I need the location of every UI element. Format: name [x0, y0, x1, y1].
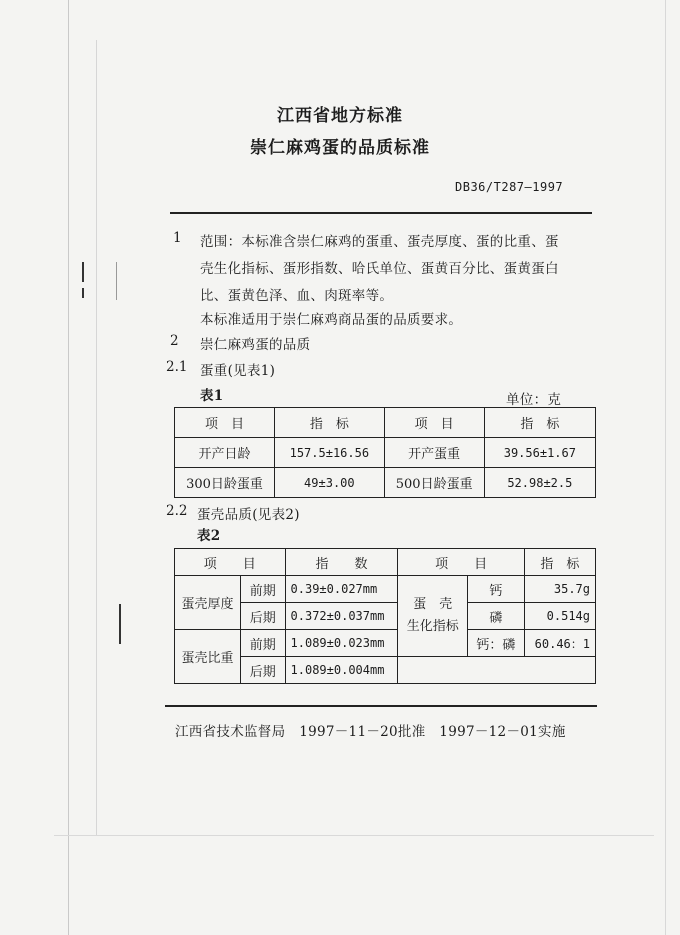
table-cell: 后期	[240, 603, 285, 630]
table-cell: 开产蛋重	[384, 438, 484, 468]
table-cell: 钙	[468, 576, 525, 603]
row-group-label	[398, 576, 468, 657]
table-cell: 0.372±0.037mm	[285, 603, 398, 630]
table-row	[175, 576, 596, 603]
egg-weight-table	[174, 407, 596, 498]
scan-mark	[82, 262, 84, 282]
table-cell: 300日龄蛋重	[175, 468, 275, 498]
table-cell: 0.39±0.027mm	[285, 576, 398, 603]
table-cell: 后期	[240, 657, 285, 684]
scan-edge	[54, 835, 654, 836]
section-number: 1	[173, 230, 182, 246]
table-header-cell: 指 数	[285, 549, 398, 576]
table-cell: 前期	[240, 576, 285, 603]
table-header-cell: 项 目	[175, 408, 275, 438]
table-cell: 35.7g	[524, 576, 595, 603]
section-title: 蛋壳品质(见表2)	[197, 507, 300, 523]
table-header-cell: 项 目	[398, 549, 524, 576]
table-cell: 前期	[240, 630, 285, 657]
table-cell: 0.514g	[524, 603, 595, 630]
section1-text-line: 比、蛋黄色泽、血、肉斑率等。	[200, 288, 394, 304]
scan-mark	[82, 288, 84, 298]
table-cell: 1.089±0.023mm	[285, 630, 398, 657]
section1-text-line: 范围：本标准含崇仁麻鸡的蛋重、蛋壳厚度、蛋的比重、蛋	[200, 234, 559, 250]
table-cell: 1.089±0.004mm	[285, 657, 398, 684]
table-header-cell: 项 目	[384, 408, 484, 438]
table-row	[175, 438, 596, 468]
section1-text-line: 本标准适用于崇仁麻鸡商品蛋的品质要求。	[200, 312, 463, 328]
biochem-label-line: 生化指标	[406, 619, 459, 634]
biochem-label-line: 蛋 壳	[413, 597, 453, 612]
section-title: 蛋重(见表1)	[200, 363, 276, 379]
document-subtitle: 崇仁麻鸡蛋的品质标准	[250, 138, 430, 158]
table-cell: 60.46：1	[524, 630, 595, 657]
table-header-cell: 指 标	[524, 549, 595, 576]
table-header-cell: 指 标	[484, 408, 595, 438]
table-row	[175, 630, 596, 657]
scan-edge	[96, 40, 97, 835]
section-number: 2.2	[166, 503, 188, 519]
table-header-cell: 指 标	[275, 408, 385, 438]
section-title: 崇仁麻鸡蛋的品质	[200, 337, 311, 353]
table-row	[175, 468, 596, 498]
table-cell: 39.56±1.67	[484, 438, 595, 468]
table-cell: 开产日龄	[175, 438, 275, 468]
standard-code: DB36/T287—1997	[455, 180, 564, 194]
header-rule	[170, 212, 592, 214]
scan-mark	[119, 604, 121, 644]
table-cell: 52.98±2.5	[484, 468, 595, 498]
section-number: 2	[170, 333, 179, 349]
approval-footer: 江西省技术监督局 1997－11－20批准 1997－12－01实施	[175, 724, 566, 740]
table-cell: 钙：磷	[468, 630, 525, 657]
table-header-row	[175, 549, 596, 576]
table-cell: 157.5±16.56	[275, 438, 385, 468]
row-group-label: 蛋壳厚度	[175, 576, 241, 630]
section-number: 2.1	[166, 359, 188, 375]
table-header-row	[175, 408, 596, 438]
empty-cell	[398, 657, 596, 684]
table-label: 表1	[200, 388, 224, 404]
footer-rule	[165, 705, 597, 707]
scan-mark	[116, 262, 117, 300]
unit-label: 单位：克	[506, 392, 562, 408]
table-cell: 磷	[468, 603, 525, 630]
table-cell: 500日龄蛋重	[384, 468, 484, 498]
table-header-cell: 项 目	[175, 549, 286, 576]
table-cell: 49±3.00	[275, 468, 385, 498]
section1-text-line: 壳生化指标、蛋形指数、哈氏单位、蛋黄百分比、蛋黄蛋白	[200, 261, 559, 277]
row-group-label: 蛋壳比重	[175, 630, 241, 684]
table-label: 表2	[197, 528, 221, 544]
document-title: 江西省地方标准	[277, 106, 403, 126]
shell-quality-table	[174, 548, 596, 684]
